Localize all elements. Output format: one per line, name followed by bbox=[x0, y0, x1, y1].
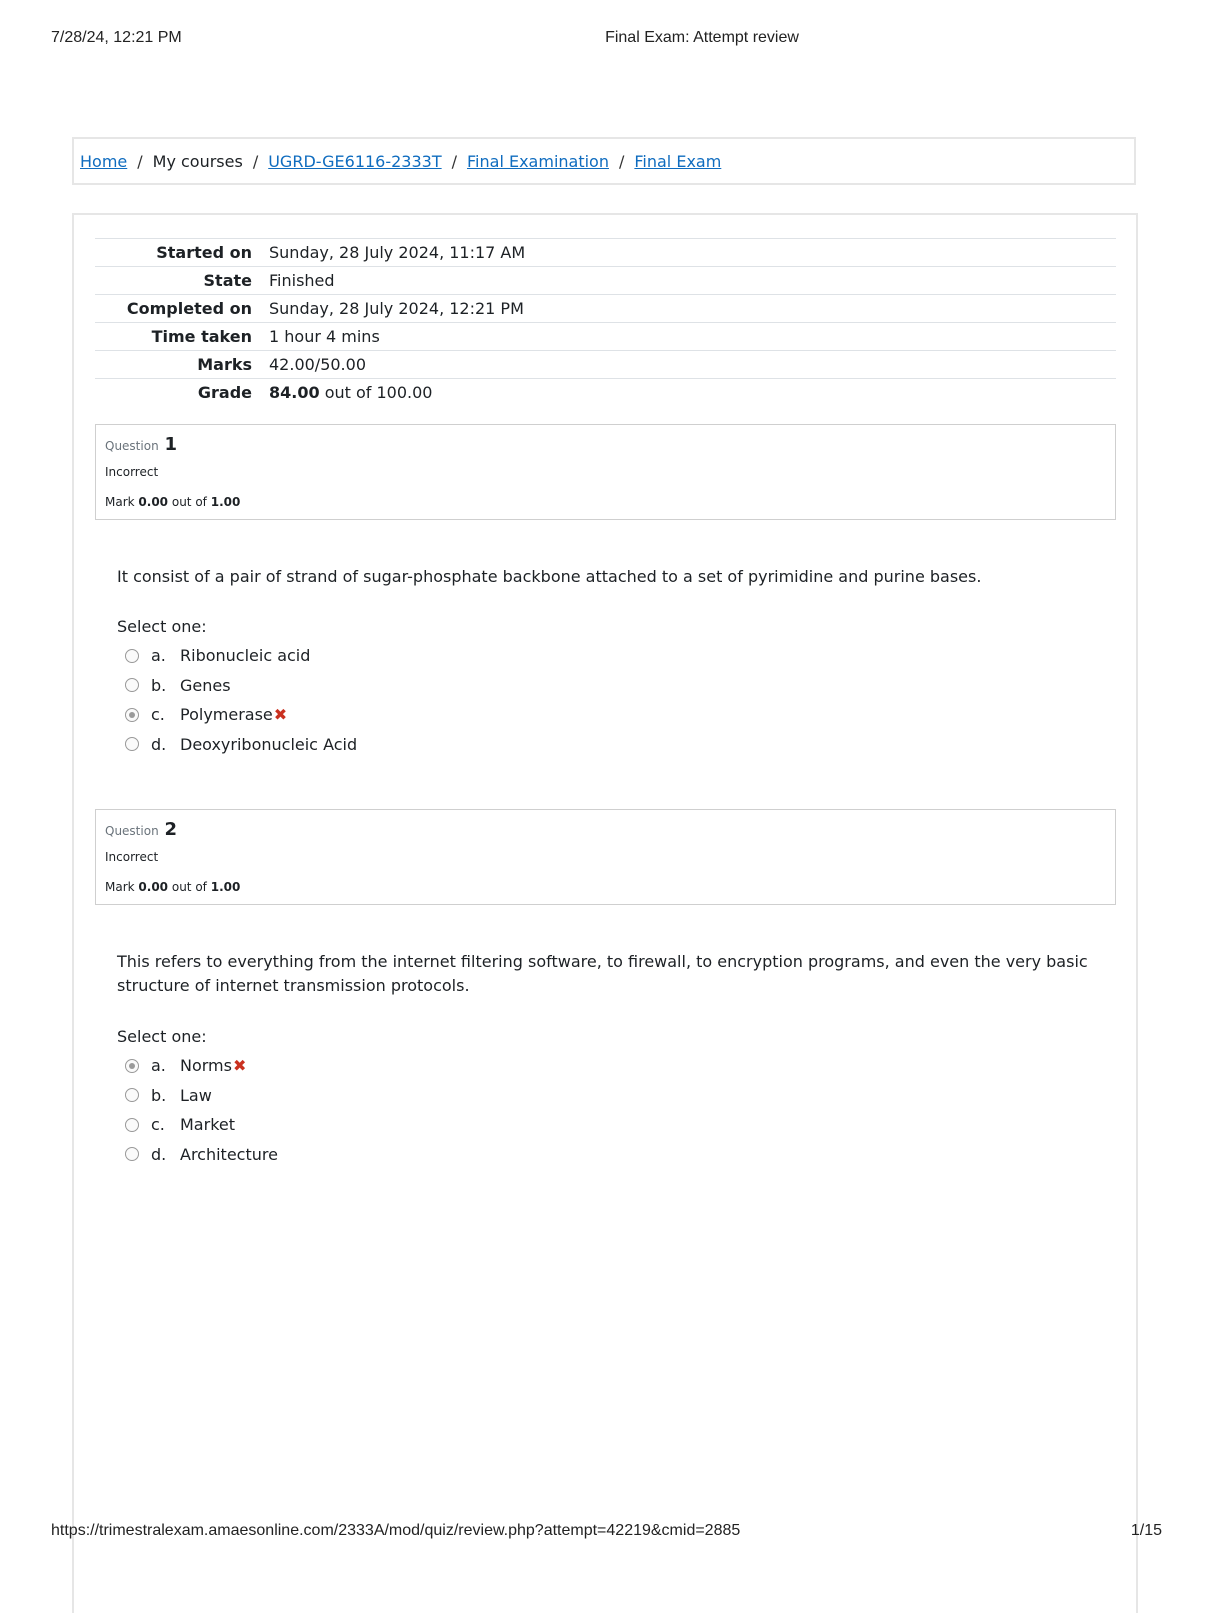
summary-label: Started on bbox=[156, 243, 252, 262]
summary-label: Completed on bbox=[126, 299, 252, 318]
mark-mid: out of bbox=[171, 495, 207, 509]
summary-value bbox=[269, 379, 1116, 407]
grade-suffix: out of 100.00 bbox=[324, 383, 433, 403]
summary-row-grade bbox=[95, 379, 1116, 407]
question-text: This refers to everything from the internet filtering software, to firewall, to encryption programs, and even the very basic structure of internet transmission protocols. bbox=[117, 952, 1088, 995]
summary-value: Finished bbox=[269, 271, 335, 290]
print-title: Final Exam: Attempt review bbox=[605, 29, 799, 46]
answer-options bbox=[125, 1051, 278, 1169]
question-grade bbox=[105, 880, 240, 894]
option-letter: a. bbox=[151, 646, 166, 666]
question-grade bbox=[105, 495, 240, 509]
question-info-1 bbox=[95, 424, 1116, 520]
question-text: It consist of a pair of strand of sugar-phosphate backbone attached to a set of pyrimidine and purine bases. bbox=[117, 567, 982, 586]
cross-icon: ✖ bbox=[273, 705, 288, 725]
select-one-prompt: Select one: bbox=[117, 1027, 207, 1046]
breadcrumb-course-link[interactable]: UGRD-GE6116-2333T bbox=[268, 151, 442, 171]
question-state: Incorrect bbox=[105, 465, 159, 479]
option-text: Norms bbox=[180, 1056, 232, 1076]
mark-max: 1.00 bbox=[210, 495, 241, 509]
summary-label: State bbox=[203, 271, 252, 290]
question-number bbox=[105, 434, 177, 455]
cross-icon: ✖ bbox=[232, 1056, 247, 1076]
question-number bbox=[105, 819, 177, 840]
question-number-value: 2 bbox=[164, 819, 178, 840]
option-text: Ribonucleic acid bbox=[180, 646, 311, 666]
mark-mid: out of bbox=[171, 880, 207, 894]
answer-option[interactable] bbox=[125, 641, 357, 671]
question-info-2 bbox=[95, 809, 1116, 905]
option-text: Market bbox=[180, 1115, 235, 1135]
option-text: Deoxyribonucleic Acid bbox=[180, 734, 358, 754]
answer-option[interactable] bbox=[125, 1140, 278, 1170]
summary-value: 42.00/50.00 bbox=[269, 355, 366, 374]
breadcrumb-section-link[interactable]: Final Examination bbox=[467, 151, 609, 171]
answer-options bbox=[125, 641, 357, 759]
radio-button[interactable] bbox=[125, 1088, 139, 1102]
breadcrumb-separator: / bbox=[252, 151, 259, 171]
summary-row-state bbox=[95, 267, 1116, 295]
summary-label: Time taken bbox=[151, 327, 252, 346]
mark-value: 0.00 bbox=[138, 495, 169, 509]
breadcrumb bbox=[72, 137, 1136, 185]
option-letter: d. bbox=[151, 734, 167, 754]
breadcrumb-home-link[interactable]: Home bbox=[80, 151, 128, 171]
answer-option[interactable] bbox=[125, 671, 357, 701]
summary-row-completed bbox=[95, 295, 1116, 323]
print-page-number: 1/15 bbox=[1130, 1522, 1162, 1539]
summary-label: Grade bbox=[197, 383, 252, 403]
select-one-prompt: Select one: bbox=[117, 617, 207, 636]
option-text: Law bbox=[180, 1085, 212, 1105]
answer-option[interactable] bbox=[125, 1081, 278, 1111]
option-letter: d. bbox=[151, 1144, 167, 1164]
question-state: Incorrect bbox=[105, 850, 159, 864]
mark-max: 1.00 bbox=[210, 880, 241, 894]
breadcrumb-separator: / bbox=[618, 151, 625, 171]
summary-value: Sunday, 28 July 2024, 12:21 PM bbox=[269, 299, 524, 318]
question-label: Question bbox=[105, 439, 159, 453]
attempt-summary-table bbox=[95, 238, 1116, 407]
mark-value: 0.00 bbox=[138, 880, 169, 894]
grade-value: 84.00 bbox=[269, 383, 320, 403]
radio-button[interactable] bbox=[125, 1147, 139, 1161]
question-label: Question bbox=[105, 824, 159, 838]
print-date: 7/28/24, 12:21 PM bbox=[51, 29, 182, 46]
breadcrumb-separator: / bbox=[451, 151, 458, 171]
breadcrumb-quiz-link[interactable]: Final Exam bbox=[634, 151, 722, 171]
mark-prefix: Mark bbox=[105, 495, 135, 509]
summary-row-marks bbox=[95, 351, 1116, 379]
answer-option-selected[interactable] bbox=[125, 700, 357, 730]
summary-label: Marks bbox=[197, 355, 252, 374]
question-number-value: 1 bbox=[164, 434, 178, 455]
option-letter: c. bbox=[151, 705, 165, 725]
mark-prefix: Mark bbox=[105, 880, 135, 894]
breadcrumb-my-courses: My courses bbox=[152, 151, 243, 171]
radio-button-checked[interactable] bbox=[125, 708, 139, 722]
print-url: https://trimestralexam.amaesonline.com/2333A/mod/quiz/review.php?attempt=42219&cmid=2885 bbox=[51, 1522, 741, 1539]
option-text: Genes bbox=[180, 675, 231, 695]
answer-option[interactable] bbox=[125, 730, 357, 760]
radio-button[interactable] bbox=[125, 737, 139, 751]
option-letter: b. bbox=[151, 1085, 167, 1105]
option-letter: c. bbox=[151, 1115, 165, 1135]
option-letter: b. bbox=[151, 675, 167, 695]
option-letter: a. bbox=[151, 1056, 166, 1076]
summary-value: Sunday, 28 July 2024, 11:17 AM bbox=[269, 243, 526, 262]
radio-button[interactable] bbox=[125, 649, 139, 663]
radio-button-checked[interactable] bbox=[125, 1059, 139, 1073]
option-text: Architecture bbox=[180, 1144, 278, 1164]
radio-button[interactable] bbox=[125, 1118, 139, 1132]
summary-row-time bbox=[95, 323, 1116, 351]
review-container bbox=[72, 213, 1138, 1613]
radio-button[interactable] bbox=[125, 678, 139, 692]
summary-value: 1 hour 4 mins bbox=[269, 327, 380, 346]
summary-row-started bbox=[95, 239, 1116, 267]
answer-option[interactable] bbox=[125, 1110, 278, 1140]
answer-option-selected[interactable] bbox=[125, 1051, 278, 1081]
breadcrumb-separator: / bbox=[137, 151, 143, 171]
option-text: Polymerase bbox=[180, 705, 273, 725]
